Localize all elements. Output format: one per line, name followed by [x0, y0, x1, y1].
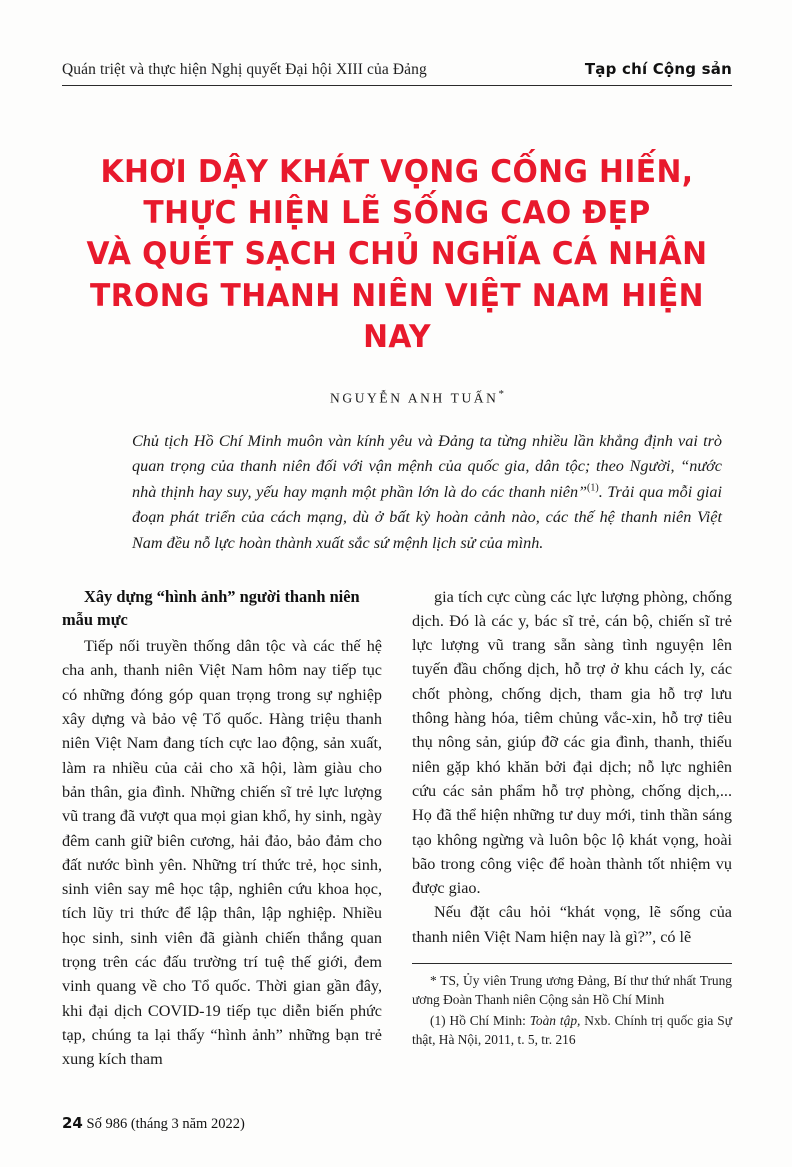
issue-label: Số 986 (tháng 3 năm 2022) [86, 1116, 245, 1132]
footnote-one-prefix: (1) Hồ Chí Minh: [430, 1013, 530, 1029]
page-content [62, 60, 732, 1071]
author-footnote-marker: * [498, 388, 504, 401]
footnote-star: * TS, Ủy viên Trung ương Đảng, Bí thư thứ nhất Trung ương Đoàn Thanh niên Cộng sản Hồ Chí Minh [412, 973, 732, 1008]
column-right [412, 585, 732, 1072]
article-title [62, 152, 732, 358]
paragraph: gia tích cực cùng các lực lượng phòng, chống dịch. Đó là các y, bác sĩ trẻ, cán bộ, chiến sĩ trẻ lực lượng vũ trang sẵn sàng tình nguyện lên tuyến đầu chống dịch, hỗ trợ ở khu cách ly, các chốt phòng, chống dịch, tham gia hỗ trợ lưu thông hàng hóa, tiêm chủng vắc-xin, hỗ trợ tiêu thụ nông sản, giúp đỡ các gia đình, thanh, thiếu niên gặp khó khăn bởi đại dịch; nỗ lực nghiên cứu các sản phẩm hỗ trợ phòng, chống dịch,... Họ đã thể hiện những tư duy mới, tinh thần sáng tạo không ngừng và luôn bộc lộ khát vọng, hoài bão trong công việc để hoàn thành tốt nhiệm vụ được giao. [412, 587, 732, 898]
paragraph: Nếu đặt câu hỏi “khát vọng, lẽ sống của thanh niên Việt Nam hiện nay là gì?”, có lẽ [412, 903, 732, 946]
footnotes [412, 963, 732, 1049]
author-byline [62, 388, 732, 407]
title-line-4: TRONG THANH NIÊN VIỆT NAM HIỆN NAY [90, 277, 704, 355]
title-line-2: THỰC HIỆN LẼ SỐNG CAO ĐẸP [143, 195, 651, 232]
footnote-one [412, 1011, 732, 1049]
lead-text-continued: . Trải qua mỗi giai đoạn phát triển của cách mạng, dù ở bất kỳ hoàn cảnh nào, các thế hệ thanh niên Việt Nam đều nỗ lực hoàn thành xuất sắc sứ mệnh lịch sử của mình. [132, 482, 722, 552]
running-head-journal: Tạp chí Cộng sản [584, 60, 732, 78]
lead-paragraph [62, 429, 732, 557]
title-line-3: VÀ QUÉT SẠCH CHỦ NGHĨA CÁ NHÂN [86, 236, 708, 273]
paragraph: Tiếp nối truyền thống dân tộc và các thế hệ cha anh, thanh niên Việt Nam hôm nay tiếp tục có những đóng góp quan trọng trong sự nghiệp xây dựng và bảo vệ Tổ quốc. Hàng triệu thanh niên Việt Nam đang tích cực lao động, sản xuất, làm ra nhiều của cải cho xã hội, làm giàu cho bản thân, gia đình. Những chiến sĩ trẻ lực lượng vũ trang đã vượt qua mọi gian khổ, hy sinh, ngày đêm canh giữ biên cương, hải đảo, bảo đảm cho đất nước bình yên. Những trí thức trẻ, học sinh, sinh viên say mê học tập, nghiên cứu khoa học, tích lũy tri thức để lập thân, lập nghiệp. Nhiều học sinh, sinh viên đã giành chiến thắng quan trọng trên các đấu trường trí tuệ thế giới, đem vinh quang về cho Tổ quốc. Thời gian gần đây, khi đại dịch COVID-19 tiếp tục diễn biến phức tạp, chúng ta lại thấy “hình ảnh” những bạn trẻ xung kích tham [62, 637, 382, 1069]
footnote-one-title: Toàn tập, [529, 1013, 581, 1029]
running-head [62, 60, 732, 86]
footnote-one-suffix: Nxb. Chính trị quốc gia Sự thật, Hà Nội, 2011, t. 5, tr. 216 [412, 1013, 732, 1048]
body-columns [62, 585, 732, 1072]
page-footer [62, 1114, 245, 1133]
section-subheading: Xây dựng “hình ảnh” người thanh niên mẫu mực [62, 586, 360, 630]
running-head-section: Quán triệt và thực hiện Nghị quyết Đại hội XIII của Đảng [62, 61, 427, 78]
column-left [62, 585, 382, 1072]
title-line-1: KHƠI DẬY KHÁT VỌNG CỐNG HIẾN, [100, 154, 694, 190]
lead-footnote-ref: (1) [587, 482, 599, 494]
page-number: 24 [62, 1114, 83, 1132]
author-name: NGUYỄN ANH TUẤN [330, 390, 499, 406]
lead-text: Chủ tịch Hồ Chí Minh muôn vàn kính yêu và Đảng ta từng nhiều lần khẳng định vai trò quan trọng của thanh niên đối với vận mệnh của quốc gia, dân tộc; theo Người, “nước nhà thịnh hay suy, yếu hay mạnh một phần lớn là do các thanh niên” [132, 431, 722, 501]
